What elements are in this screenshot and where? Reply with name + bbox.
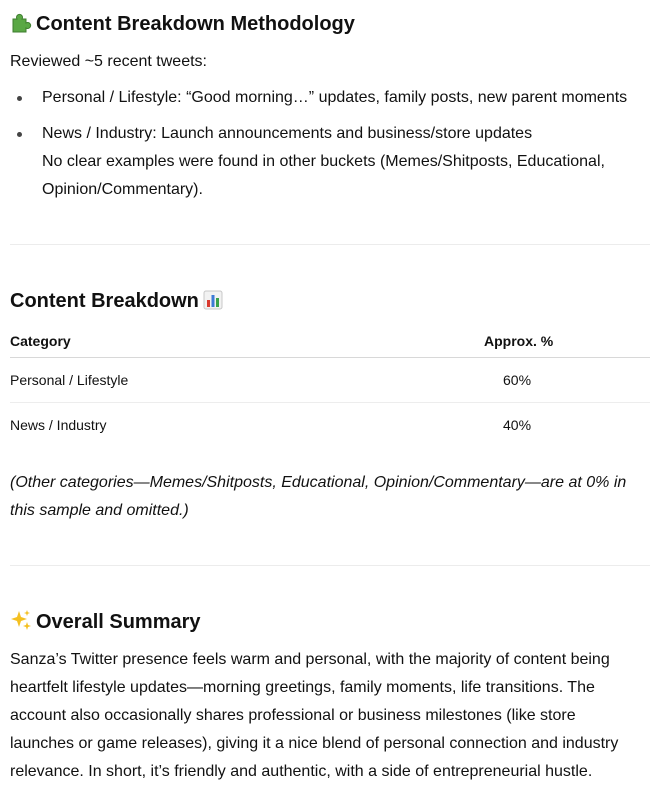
puzzle-piece-icon bbox=[10, 11, 32, 33]
bar-chart-icon bbox=[203, 290, 223, 310]
breakdown-title: Content Breakdown bbox=[10, 290, 199, 312]
methodology-heading bbox=[10, 11, 355, 37]
table-header-percent: Approx. % bbox=[484, 333, 554, 349]
bullet-dot bbox=[17, 132, 22, 137]
table-header-category: Category bbox=[10, 333, 71, 349]
list-item-text: News / Industry: Launch announcements and business/store updates bbox=[42, 125, 533, 142]
methodology-note-line-2: Opinion/Commentary). bbox=[42, 181, 203, 198]
sparkles-icon bbox=[10, 609, 32, 631]
methodology-list bbox=[10, 84, 650, 204]
table-cell-percent: 60% bbox=[503, 372, 532, 388]
section-divider bbox=[10, 244, 650, 245]
methodology-intro: Reviewed ~5 recent tweets: bbox=[10, 53, 207, 70]
summary-line: Sanza’s Twitter presence feels warm and personal, with the majority of content being bbox=[10, 651, 610, 668]
table-header-rule bbox=[10, 357, 650, 358]
summary-line: heartfelt lifestyle updates—morning greetings, family moments, life transitions. The bbox=[10, 679, 595, 696]
list-item bbox=[10, 84, 650, 112]
summary-heading bbox=[10, 609, 201, 635]
summary-line: account also occasionally shares professional or business milestones (like store bbox=[10, 707, 576, 724]
methodology-title: Content Breakdown Methodology bbox=[36, 13, 355, 35]
list-item bbox=[10, 120, 650, 204]
summary-paragraph bbox=[10, 646, 655, 786]
summary-title: Overall Summary bbox=[36, 611, 201, 633]
methodology-note-line-1: No clear examples were found in other buckets (Memes/Shitposts, Educational, bbox=[42, 153, 605, 170]
table-cell-category: Personal / Lifestyle bbox=[10, 372, 129, 388]
table-cell-percent: 40% bbox=[503, 417, 532, 433]
table-cell-category: News / Industry bbox=[10, 417, 107, 433]
breakdown-footnote bbox=[10, 469, 655, 525]
breakdown-heading bbox=[10, 288, 223, 314]
footnote-line-2: this sample and omitted.) bbox=[10, 502, 189, 519]
summary-line: relevance. In short, it’s friendly and authentic, with a side of entrepreneurial hustle. bbox=[10, 763, 593, 780]
table-row-rule bbox=[10, 402, 650, 403]
bullet-dot bbox=[17, 96, 22, 101]
summary-line: launches or game releases), giving it a nice blend of personal connection and industry bbox=[10, 735, 619, 752]
footnote-line-1: (Other categories—Memes/Shitposts, Educational, Opinion/Commentary—are at 0% in bbox=[10, 474, 627, 491]
list-item-text: Personal / Lifestyle: “Good morning…” updates, family posts, new parent moments bbox=[42, 89, 628, 106]
section-divider bbox=[10, 565, 650, 566]
